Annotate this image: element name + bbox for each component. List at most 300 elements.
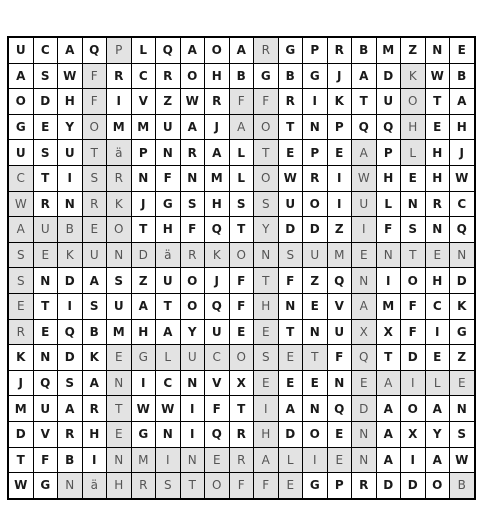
grid-cell[interactable]: X: [229, 370, 254, 396]
grid-cell[interactable]: O: [303, 191, 328, 217]
grid-cell[interactable]: U: [8, 37, 33, 63]
grid-cell[interactable]: M: [376, 37, 401, 63]
grid-cell[interactable]: D: [401, 473, 426, 499]
grid-cell[interactable]: H: [376, 165, 401, 191]
grid-cell[interactable]: R: [107, 63, 132, 89]
grid-cell[interactable]: K: [205, 242, 230, 268]
grid-cell[interactable]: A: [352, 140, 377, 166]
grid-cell[interactable]: L: [131, 37, 156, 63]
grid-cell[interactable]: N: [33, 345, 58, 371]
grid-cell[interactable]: C: [156, 370, 181, 396]
grid-cell[interactable]: H: [205, 63, 230, 89]
grid-cell[interactable]: W: [131, 396, 156, 422]
grid-cell[interactable]: I: [401, 447, 426, 473]
grid-cell[interactable]: A: [58, 396, 83, 422]
grid-cell[interactable]: R: [425, 191, 450, 217]
grid-cell[interactable]: T: [33, 293, 58, 319]
grid-cell[interactable]: T: [401, 242, 426, 268]
grid-cell[interactable]: D: [376, 63, 401, 89]
grid-cell[interactable]: A: [376, 447, 401, 473]
grid-cell[interactable]: N: [376, 242, 401, 268]
grid-cell[interactable]: E: [8, 293, 33, 319]
grid-cell[interactable]: Q: [352, 114, 377, 140]
grid-cell[interactable]: G: [131, 421, 156, 447]
grid-cell[interactable]: R: [205, 89, 230, 115]
grid-cell[interactable]: E: [107, 345, 132, 371]
grid-cell[interactable]: Z: [156, 89, 181, 115]
grid-cell[interactable]: A: [131, 293, 156, 319]
grid-cell[interactable]: O: [8, 89, 33, 115]
grid-cell[interactable]: F: [205, 396, 230, 422]
grid-cell[interactable]: N: [352, 447, 377, 473]
grid-cell[interactable]: A: [425, 396, 450, 422]
grid-cell[interactable]: A: [278, 396, 303, 422]
grid-cell[interactable]: A: [425, 447, 450, 473]
grid-cell[interactable]: K: [401, 63, 426, 89]
grid-cell[interactable]: O: [401, 89, 426, 115]
grid-cell[interactable]: N: [352, 421, 377, 447]
grid-cell[interactable]: A: [180, 37, 205, 63]
grid-cell[interactable]: T: [107, 396, 132, 422]
grid-cell[interactable]: T: [33, 165, 58, 191]
grid-cell[interactable]: J: [327, 63, 352, 89]
grid-cell[interactable]: E: [327, 140, 352, 166]
grid-cell[interactable]: E: [278, 370, 303, 396]
grid-cell[interactable]: P: [327, 473, 352, 499]
grid-cell[interactable]: G: [303, 473, 328, 499]
grid-cell[interactable]: S: [82, 165, 107, 191]
grid-cell[interactable]: O: [180, 268, 205, 294]
grid-cell[interactable]: O: [107, 217, 132, 243]
grid-cell[interactable]: S: [278, 242, 303, 268]
grid-cell[interactable]: M: [131, 114, 156, 140]
grid-cell[interactable]: U: [352, 191, 377, 217]
grid-cell[interactable]: R: [180, 242, 205, 268]
grid-cell[interactable]: ä: [82, 473, 107, 499]
grid-cell[interactable]: R: [180, 140, 205, 166]
grid-cell[interactable]: M: [327, 242, 352, 268]
grid-cell[interactable]: R: [254, 37, 279, 63]
grid-cell[interactable]: E: [254, 370, 279, 396]
grid-cell[interactable]: D: [131, 242, 156, 268]
grid-cell[interactable]: W: [8, 191, 33, 217]
grid-cell[interactable]: L: [229, 140, 254, 166]
grid-cell[interactable]: U: [82, 242, 107, 268]
grid-cell[interactable]: D: [58, 268, 83, 294]
grid-cell[interactable]: N: [303, 319, 328, 345]
grid-cell[interactable]: Y: [180, 319, 205, 345]
grid-cell[interactable]: J: [8, 370, 33, 396]
grid-cell[interactable]: S: [107, 268, 132, 294]
grid-cell[interactable]: R: [8, 319, 33, 345]
grid-cell[interactable]: F: [156, 165, 181, 191]
grid-cell[interactable]: H: [205, 191, 230, 217]
grid-cell[interactable]: G: [278, 37, 303, 63]
grid-cell[interactable]: A: [8, 63, 33, 89]
grid-cell[interactable]: H: [107, 473, 132, 499]
grid-cell[interactable]: A: [82, 370, 107, 396]
grid-cell[interactable]: N: [303, 114, 328, 140]
grid-cell[interactable]: A: [376, 421, 401, 447]
grid-cell[interactable]: J: [450, 140, 475, 166]
grid-cell[interactable]: O: [401, 268, 426, 294]
grid-cell[interactable]: R: [327, 37, 352, 63]
grid-cell[interactable]: I: [425, 319, 450, 345]
grid-cell[interactable]: D: [352, 396, 377, 422]
grid-cell[interactable]: N: [156, 140, 181, 166]
grid-cell[interactable]: A: [450, 89, 475, 115]
grid-cell[interactable]: P: [327, 114, 352, 140]
grid-cell[interactable]: O: [401, 396, 426, 422]
grid-cell[interactable]: T: [8, 447, 33, 473]
grid-cell[interactable]: N: [107, 242, 132, 268]
grid-cell[interactable]: Q: [205, 217, 230, 243]
grid-cell[interactable]: S: [254, 191, 279, 217]
grid-cell[interactable]: F: [229, 293, 254, 319]
grid-cell[interactable]: L: [401, 140, 426, 166]
grid-cell[interactable]: F: [229, 473, 254, 499]
grid-cell[interactable]: C: [8, 165, 33, 191]
grid-cell[interactable]: O: [254, 114, 279, 140]
grid-cell[interactable]: R: [82, 191, 107, 217]
grid-cell[interactable]: F: [401, 293, 426, 319]
grid-cell[interactable]: M: [376, 293, 401, 319]
grid-cell[interactable]: O: [82, 114, 107, 140]
grid-cell[interactable]: S: [401, 217, 426, 243]
grid-cell[interactable]: F: [33, 447, 58, 473]
grid-cell[interactable]: E: [33, 114, 58, 140]
grid-cell[interactable]: W: [156, 396, 181, 422]
grid-cell[interactable]: T: [278, 319, 303, 345]
grid-cell[interactable]: W: [8, 473, 33, 499]
grid-cell[interactable]: D: [278, 421, 303, 447]
grid-cell[interactable]: F: [229, 89, 254, 115]
grid-cell[interactable]: A: [376, 396, 401, 422]
grid-cell[interactable]: C: [205, 345, 230, 371]
grid-cell[interactable]: E: [303, 370, 328, 396]
grid-cell[interactable]: N: [278, 293, 303, 319]
grid-cell[interactable]: U: [156, 268, 181, 294]
grid-cell[interactable]: E: [303, 293, 328, 319]
grid-cell[interactable]: T: [254, 268, 279, 294]
grid-cell[interactable]: S: [254, 345, 279, 371]
grid-cell[interactable]: F: [180, 217, 205, 243]
grid-cell[interactable]: P: [303, 37, 328, 63]
grid-cell[interactable]: E: [33, 319, 58, 345]
grid-cell[interactable]: Q: [327, 268, 352, 294]
grid-cell[interactable]: B: [58, 217, 83, 243]
grid-cell[interactable]: L: [376, 191, 401, 217]
grid-cell[interactable]: O: [254, 165, 279, 191]
grid-cell[interactable]: N: [327, 370, 352, 396]
grid-cell[interactable]: U: [156, 114, 181, 140]
grid-cell[interactable]: N: [33, 268, 58, 294]
grid-cell[interactable]: ä: [156, 242, 181, 268]
grid-cell[interactable]: I: [58, 165, 83, 191]
grid-cell[interactable]: X: [352, 319, 377, 345]
grid-cell[interactable]: N: [450, 242, 475, 268]
grid-cell[interactable]: F: [327, 345, 352, 371]
grid-cell[interactable]: T: [156, 293, 181, 319]
grid-cell[interactable]: D: [33, 89, 58, 115]
grid-cell[interactable]: L: [278, 447, 303, 473]
grid-cell[interactable]: G: [33, 473, 58, 499]
grid-cell[interactable]: Z: [131, 268, 156, 294]
grid-cell[interactable]: L: [425, 370, 450, 396]
grid-cell[interactable]: Q: [352, 345, 377, 371]
grid-cell[interactable]: I: [180, 421, 205, 447]
grid-cell[interactable]: S: [33, 140, 58, 166]
grid-cell[interactable]: E: [107, 421, 132, 447]
grid-cell[interactable]: V: [33, 421, 58, 447]
grid-cell[interactable]: N: [180, 447, 205, 473]
grid-cell[interactable]: B: [352, 37, 377, 63]
grid-cell[interactable]: R: [107, 165, 132, 191]
grid-cell[interactable]: J: [131, 191, 156, 217]
grid-cell[interactable]: P: [376, 140, 401, 166]
grid-cell[interactable]: K: [107, 191, 132, 217]
grid-cell[interactable]: N: [58, 191, 83, 217]
grid-cell[interactable]: O: [180, 293, 205, 319]
grid-cell[interactable]: A: [254, 447, 279, 473]
grid-cell[interactable]: U: [180, 345, 205, 371]
grid-cell[interactable]: O: [229, 242, 254, 268]
grid-cell[interactable]: E: [254, 319, 279, 345]
grid-cell[interactable]: K: [327, 89, 352, 115]
grid-cell[interactable]: Z: [327, 217, 352, 243]
grid-cell[interactable]: V: [131, 89, 156, 115]
grid-cell[interactable]: E: [278, 140, 303, 166]
grid-cell[interactable]: H: [58, 89, 83, 115]
grid-cell[interactable]: D: [401, 345, 426, 371]
grid-cell[interactable]: C: [33, 37, 58, 63]
grid-cell[interactable]: R: [229, 447, 254, 473]
grid-cell[interactable]: H: [156, 217, 181, 243]
grid-cell[interactable]: N: [425, 37, 450, 63]
grid-cell[interactable]: A: [352, 63, 377, 89]
grid-cell[interactable]: W: [352, 165, 377, 191]
grid-cell[interactable]: A: [156, 319, 181, 345]
grid-cell[interactable]: H: [131, 319, 156, 345]
grid-cell[interactable]: U: [107, 293, 132, 319]
grid-cell[interactable]: G: [303, 63, 328, 89]
grid-cell[interactable]: F: [82, 63, 107, 89]
grid-cell[interactable]: F: [254, 89, 279, 115]
grid-cell[interactable]: W: [450, 165, 475, 191]
grid-cell[interactable]: C: [131, 63, 156, 89]
grid-cell[interactable]: G: [254, 63, 279, 89]
grid-cell[interactable]: E: [450, 370, 475, 396]
grid-cell[interactable]: W: [278, 165, 303, 191]
grid-cell[interactable]: A: [376, 370, 401, 396]
grid-cell[interactable]: I: [107, 89, 132, 115]
grid-cell[interactable]: J: [205, 114, 230, 140]
grid-cell[interactable]: S: [82, 293, 107, 319]
grid-cell[interactable]: Q: [33, 370, 58, 396]
grid-cell[interactable]: Q: [205, 293, 230, 319]
grid-cell[interactable]: N: [131, 165, 156, 191]
grid-cell[interactable]: T: [82, 140, 107, 166]
grid-cell[interactable]: U: [278, 191, 303, 217]
grid-cell[interactable]: T: [131, 217, 156, 243]
grid-cell[interactable]: I: [82, 447, 107, 473]
grid-cell[interactable]: G: [8, 114, 33, 140]
grid-cell[interactable]: ä: [107, 140, 132, 166]
grid-cell[interactable]: E: [278, 345, 303, 371]
grid-cell[interactable]: R: [352, 473, 377, 499]
grid-cell[interactable]: O: [205, 473, 230, 499]
grid-cell[interactable]: H: [82, 421, 107, 447]
grid-cell[interactable]: R: [303, 165, 328, 191]
grid-cell[interactable]: N: [156, 421, 181, 447]
grid-cell[interactable]: O: [425, 473, 450, 499]
grid-cell[interactable]: G: [131, 345, 156, 371]
grid-cell[interactable]: R: [156, 63, 181, 89]
grid-cell[interactable]: U: [8, 140, 33, 166]
grid-cell[interactable]: U: [303, 242, 328, 268]
grid-cell[interactable]: D: [450, 268, 475, 294]
grid-cell[interactable]: M: [107, 319, 132, 345]
grid-cell[interactable]: Y: [58, 114, 83, 140]
grid-cell[interactable]: O: [180, 63, 205, 89]
grid-cell[interactable]: P: [107, 37, 132, 63]
grid-cell[interactable]: N: [254, 242, 279, 268]
grid-cell[interactable]: T: [376, 345, 401, 371]
grid-cell[interactable]: F: [278, 268, 303, 294]
grid-cell[interactable]: J: [205, 268, 230, 294]
grid-cell[interactable]: N: [107, 447, 132, 473]
grid-cell[interactable]: Q: [450, 217, 475, 243]
grid-cell[interactable]: A: [8, 217, 33, 243]
grid-cell[interactable]: E: [278, 473, 303, 499]
grid-cell[interactable]: B: [58, 447, 83, 473]
grid-cell[interactable]: Q: [82, 37, 107, 63]
grid-cell[interactable]: I: [180, 396, 205, 422]
grid-cell[interactable]: E: [327, 447, 352, 473]
grid-cell[interactable]: B: [450, 63, 475, 89]
grid-cell[interactable]: T: [254, 140, 279, 166]
grid-cell[interactable]: E: [425, 345, 450, 371]
grid-cell[interactable]: F: [401, 319, 426, 345]
grid-cell[interactable]: D: [303, 217, 328, 243]
grid-cell[interactable]: X: [401, 421, 426, 447]
grid-cell[interactable]: R: [278, 89, 303, 115]
grid-cell[interactable]: E: [352, 370, 377, 396]
grid-cell[interactable]: S: [58, 370, 83, 396]
grid-cell[interactable]: E: [401, 165, 426, 191]
grid-cell[interactable]: E: [229, 319, 254, 345]
grid-cell[interactable]: E: [425, 242, 450, 268]
grid-cell[interactable]: N: [352, 268, 377, 294]
grid-cell[interactable]: B: [82, 319, 107, 345]
grid-cell[interactable]: S: [450, 421, 475, 447]
grid-cell[interactable]: Y: [425, 421, 450, 447]
grid-cell[interactable]: H: [254, 293, 279, 319]
grid-cell[interactable]: L: [156, 345, 181, 371]
grid-cell[interactable]: U: [205, 319, 230, 345]
grid-cell[interactable]: Q: [205, 421, 230, 447]
grid-cell[interactable]: E: [327, 421, 352, 447]
grid-cell[interactable]: A: [229, 114, 254, 140]
grid-cell[interactable]: S: [156, 473, 181, 499]
grid-cell[interactable]: V: [205, 370, 230, 396]
grid-cell[interactable]: K: [82, 345, 107, 371]
grid-cell[interactable]: F: [376, 217, 401, 243]
grid-cell[interactable]: H: [450, 114, 475, 140]
grid-cell[interactable]: E: [82, 217, 107, 243]
grid-cell[interactable]: D: [376, 473, 401, 499]
grid-cell[interactable]: H: [425, 165, 450, 191]
grid-cell[interactable]: E: [352, 242, 377, 268]
grid-cell[interactable]: N: [401, 191, 426, 217]
grid-cell[interactable]: I: [352, 217, 377, 243]
grid-cell[interactable]: T: [229, 217, 254, 243]
grid-cell[interactable]: A: [205, 140, 230, 166]
grid-cell[interactable]: D: [278, 217, 303, 243]
grid-cell[interactable]: Y: [254, 217, 279, 243]
grid-cell[interactable]: U: [33, 217, 58, 243]
grid-cell[interactable]: N: [180, 165, 205, 191]
grid-cell[interactable]: Q: [58, 319, 83, 345]
grid-cell[interactable]: S: [229, 191, 254, 217]
grid-cell[interactable]: A: [352, 293, 377, 319]
grid-cell[interactable]: U: [327, 319, 352, 345]
grid-cell[interactable]: I: [376, 268, 401, 294]
grid-cell[interactable]: I: [303, 447, 328, 473]
grid-cell[interactable]: A: [82, 268, 107, 294]
grid-cell[interactable]: I: [131, 370, 156, 396]
grid-cell[interactable]: I: [156, 447, 181, 473]
grid-cell[interactable]: H: [401, 114, 426, 140]
grid-cell[interactable]: E: [205, 447, 230, 473]
grid-cell[interactable]: U: [58, 140, 83, 166]
grid-cell[interactable]: T: [180, 473, 205, 499]
grid-cell[interactable]: G: [450, 319, 475, 345]
grid-cell[interactable]: I: [254, 396, 279, 422]
grid-cell[interactable]: F: [254, 473, 279, 499]
grid-cell[interactable]: R: [229, 421, 254, 447]
grid-cell[interactable]: P: [303, 140, 328, 166]
grid-cell[interactable]: A: [180, 114, 205, 140]
grid-cell[interactable]: E: [33, 242, 58, 268]
grid-cell[interactable]: M: [107, 114, 132, 140]
grid-cell[interactable]: K: [8, 345, 33, 371]
grid-cell[interactable]: E: [425, 114, 450, 140]
grid-cell[interactable]: Q: [156, 37, 181, 63]
grid-cell[interactable]: N: [180, 370, 205, 396]
grid-cell[interactable]: M: [131, 447, 156, 473]
grid-cell[interactable]: A: [58, 37, 83, 63]
grid-cell[interactable]: H: [425, 268, 450, 294]
grid-cell[interactable]: N: [107, 370, 132, 396]
grid-cell[interactable]: U: [376, 89, 401, 115]
grid-cell[interactable]: T: [425, 89, 450, 115]
grid-cell[interactable]: T: [278, 114, 303, 140]
grid-cell[interactable]: V: [327, 293, 352, 319]
grid-cell[interactable]: T: [352, 89, 377, 115]
grid-cell[interactable]: S: [8, 268, 33, 294]
grid-cell[interactable]: C: [450, 191, 475, 217]
grid-cell[interactable]: F: [229, 268, 254, 294]
grid-cell[interactable]: S: [8, 242, 33, 268]
grid-cell[interactable]: O: [229, 345, 254, 371]
grid-cell[interactable]: R: [58, 421, 83, 447]
grid-cell[interactable]: A: [229, 37, 254, 63]
grid-cell[interactable]: N: [303, 396, 328, 422]
grid-cell[interactable]: Q: [327, 396, 352, 422]
grid-cell[interactable]: B: [278, 63, 303, 89]
grid-cell[interactable]: O: [303, 421, 328, 447]
